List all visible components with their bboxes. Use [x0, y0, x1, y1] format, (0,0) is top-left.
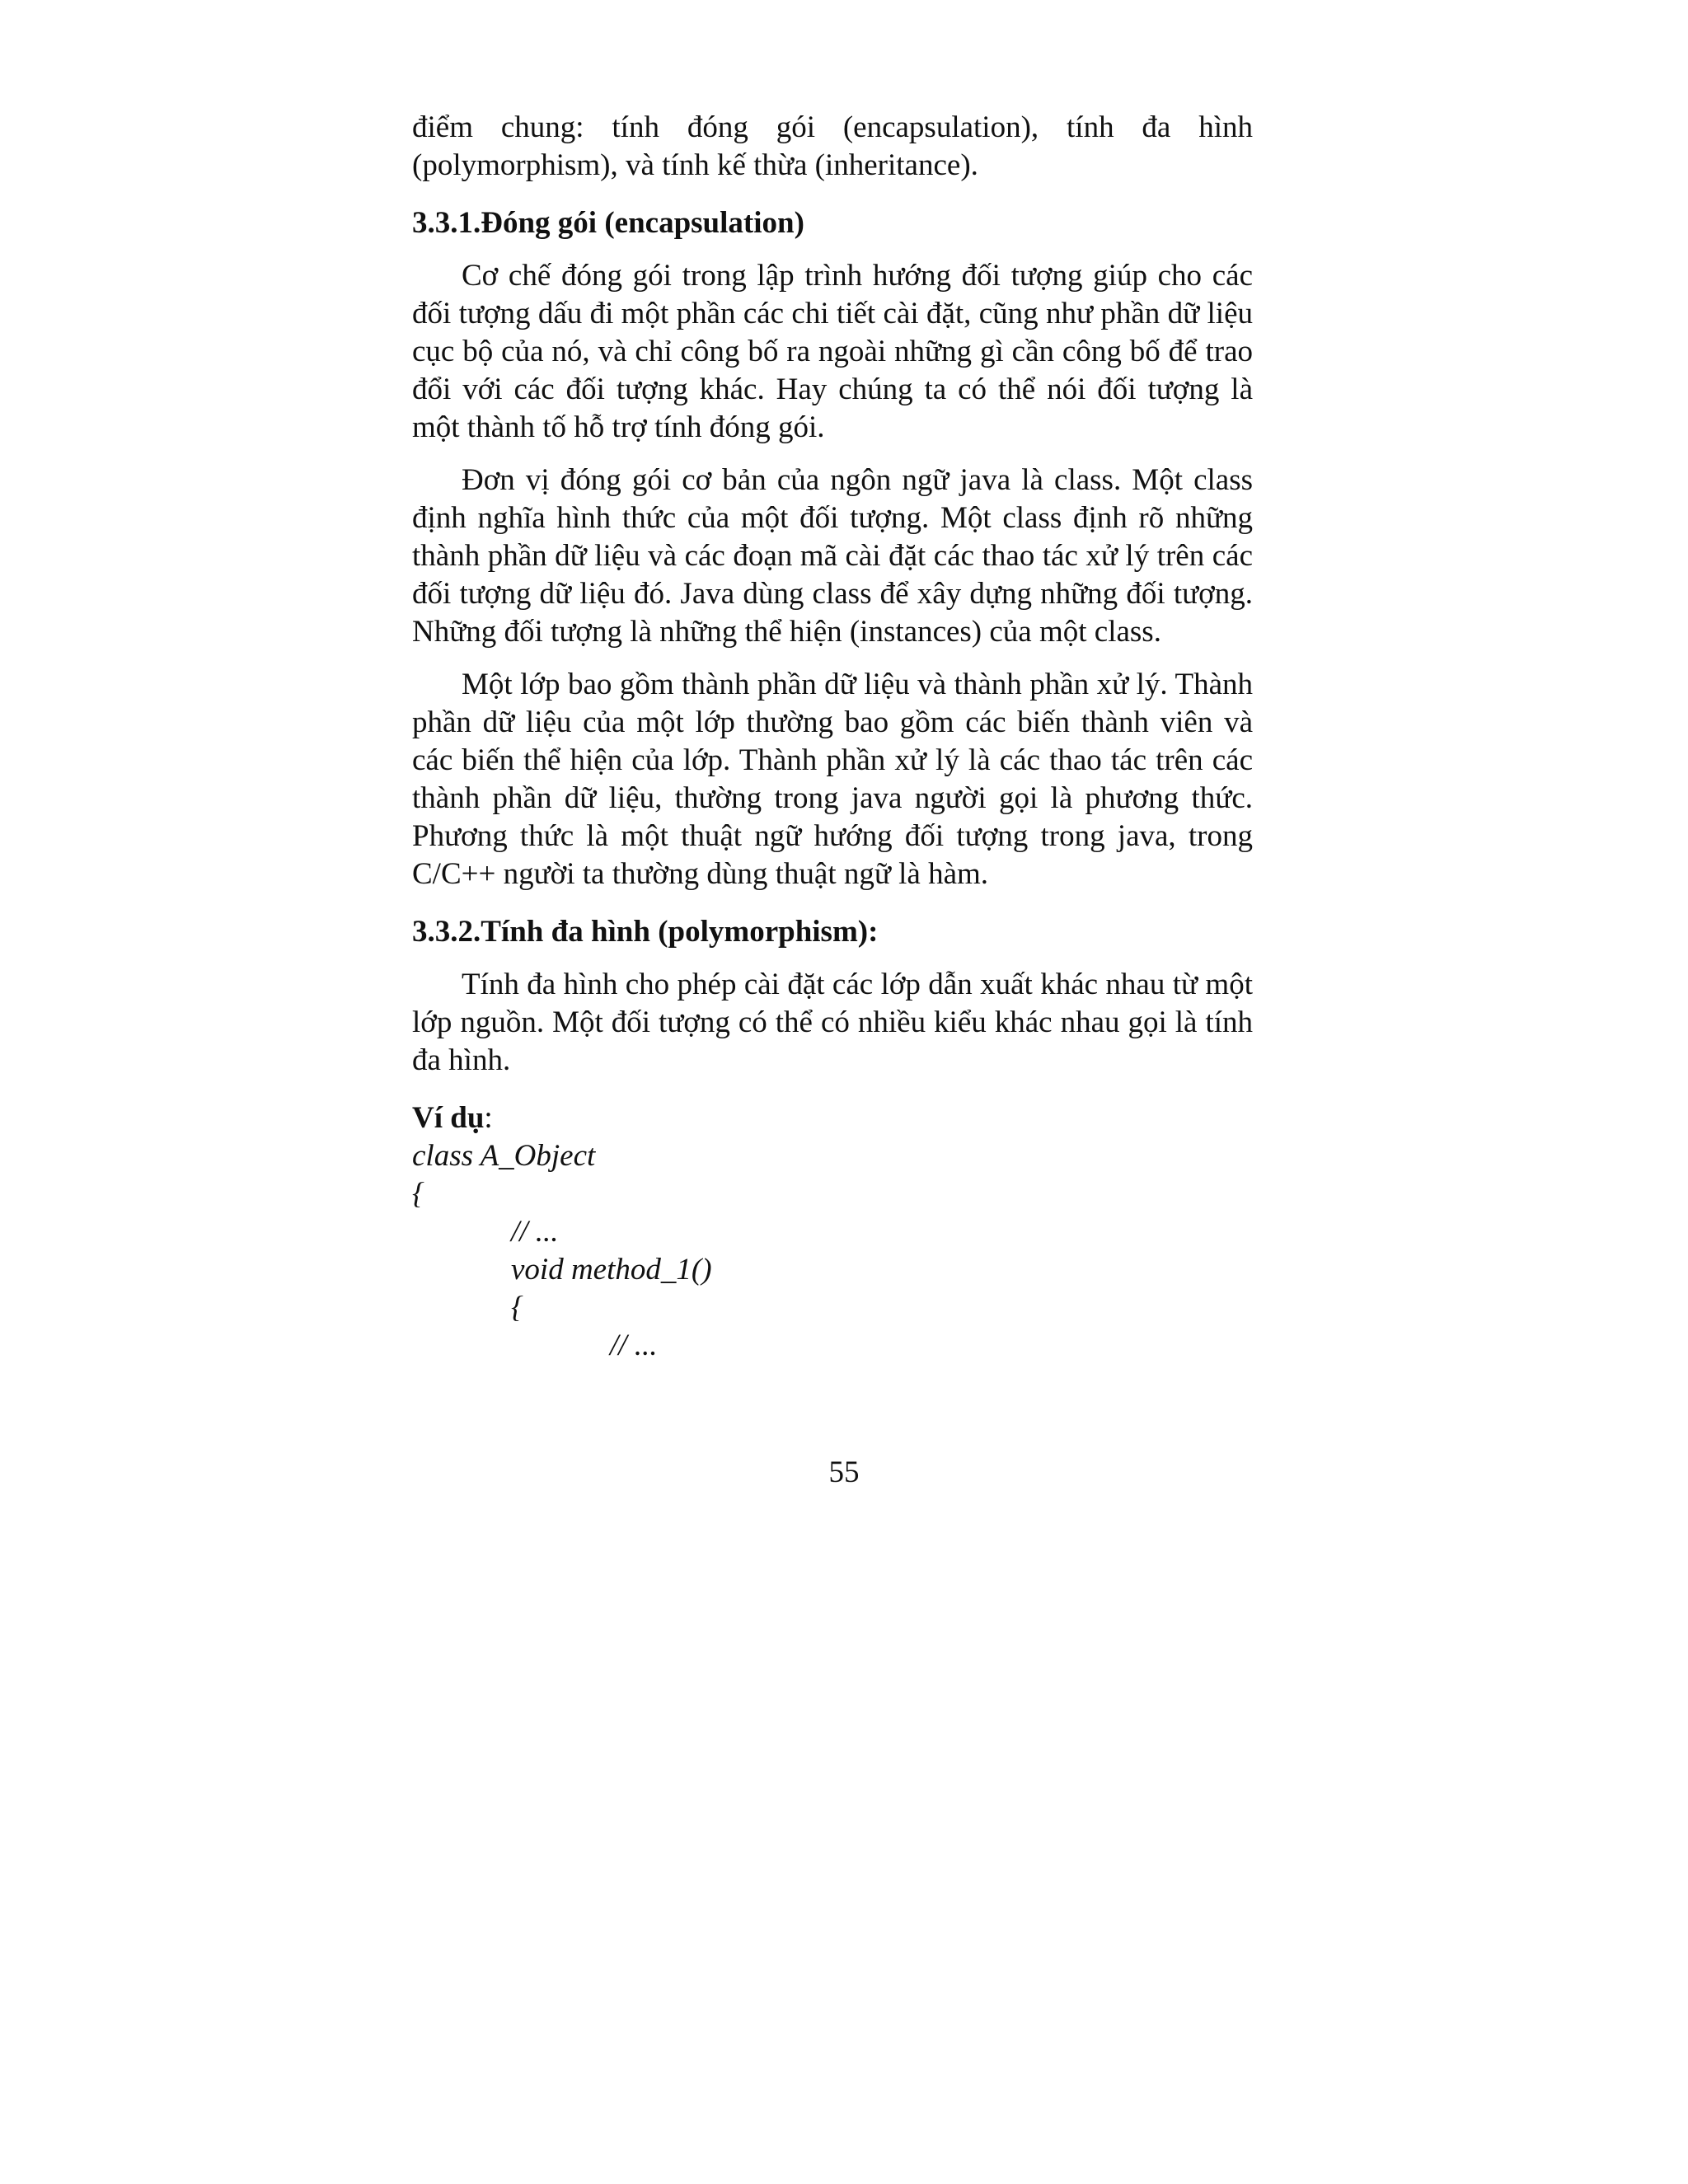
encapsulation-paragraph-2: Đơn vị đóng gói cơ bản của ngôn ngữ java là class. Một class định nghĩa hình thức của một đối tượng. Một class định rõ những thành phần dữ liệu và các đoạn mã cài đặt các thao tác xử lý trên các đối tượng dữ liệu đó. Java dùng class để xây dựng những đối tượng. Những đối tượng là những thể hiện (instances) của một class. — [412, 463, 1253, 649]
intro-paragraph: điểm chung: tính đóng gói (encapsulation), tính đa hình (polymorphism), và tính kế thừa (inheritance). — [412, 110, 1253, 182]
code-line: { — [511, 1291, 523, 1324]
section-heading-polymorphism: 3.3.2.Tính đa hình (polymorphism): — [412, 915, 879, 949]
code-line: { — [412, 1177, 424, 1211]
code-line: void method_1() — [511, 1253, 712, 1286]
example-label — [412, 1099, 1253, 1137]
example-label-text: Ví dụ — [412, 1101, 485, 1135]
code-line: // ... — [610, 1329, 658, 1362]
code-block — [412, 1137, 1253, 1365]
polymorphism-paragraph-1: Tính đa hình cho phép cài đặt các lớp dẫn xuất khác nhau từ một lớp nguồn. Một đối tượng có thể có nhiều kiểu khác nhau gọi là tính đa hình. — [412, 968, 1253, 1077]
page-number: 55 — [828, 1455, 860, 1489]
page-content — [412, 109, 1253, 1365]
example-label-colon: : — [484, 1101, 493, 1135]
code-line: class A_Object — [412, 1139, 596, 1173]
encapsulation-paragraph-1: Cơ chế đóng gói trong lập trình hướng đối tượng giúp cho các đối tượng dấu đi một phần các chi tiết cài đặt, cũng như phần dữ liệu cục bộ của nó, và chỉ công bố ra ngoài những gì cần công bố để trao đổi với các đối tượng khác. Hay chúng ta có thể nói đối tượng là một thành tố hỗ trợ tính đóng gói. — [412, 259, 1253, 444]
section-heading-encapsulation: 3.3.1.Đóng gói (encapsulation) — [412, 206, 804, 240]
encapsulation-paragraph-3: Một lớp bao gồm thành phần dữ liệu và thành phần xử lý. Thành phần dữ liệu của một lớp thường bao gồm các biến thành viên và các biến thể hiện của lớp. Thành phần xử lý là các thao tác trên các thành phần dữ liệu, thường trong java người gọi là phương thức. Phương thức là một thuật ngữ hướng đối tượng trong java, trong C/C++ người ta thường dùng thuật ngữ là hàm. — [412, 668, 1253, 891]
code-line: // ... — [511, 1215, 559, 1249]
